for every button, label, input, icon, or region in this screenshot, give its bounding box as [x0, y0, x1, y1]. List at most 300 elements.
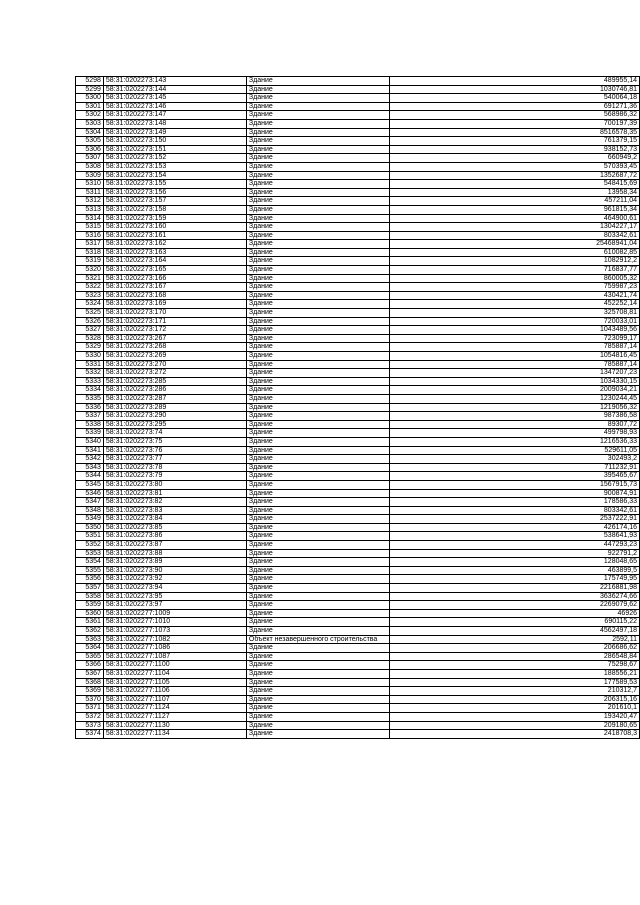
table-row — [76, 652, 640, 661]
row-number: 5316 — [76, 231, 104, 240]
cadastral-number: 58:31:0202273:287 — [103, 394, 246, 403]
cadastral-number: 58:31:0202273:272 — [103, 369, 246, 378]
object-type: Здание — [246, 162, 389, 171]
cadastral-value: 716837,77 — [389, 266, 639, 275]
object-type: Здание — [246, 326, 389, 335]
table-row — [76, 575, 640, 584]
object-type: Здание — [246, 248, 389, 257]
cadastral-value: 1082912,2 — [389, 257, 639, 266]
object-type: Здание — [246, 584, 389, 593]
cadastral-number: 58:31:0202277:1087 — [103, 652, 246, 661]
object-type: Здание — [246, 171, 389, 180]
row-number: 5359 — [76, 601, 104, 610]
row-number: 5360 — [76, 609, 104, 618]
cadastral-number: 58:31:0202277:1134 — [103, 730, 246, 739]
table-row — [76, 592, 640, 601]
cadastral-value: 1216536,33 — [389, 437, 639, 446]
object-type: Здание — [246, 283, 389, 292]
cadastral-value: 803342,61 — [389, 231, 639, 240]
row-number: 5335 — [76, 394, 104, 403]
cadastral-value: 860005,32 — [389, 274, 639, 283]
table-row — [76, 223, 640, 232]
cadastral-value: 548415,69 — [389, 180, 639, 189]
cadastral-number: 58:31:0202273:267 — [103, 334, 246, 343]
cadastral-value: 209180,65 — [389, 721, 639, 730]
row-number: 5310 — [76, 180, 104, 189]
table-row — [76, 515, 640, 524]
table-row — [76, 584, 640, 593]
cadastral-number: 58:31:0202273:81 — [103, 489, 246, 498]
cadastral-number: 58:31:0202273:164 — [103, 257, 246, 266]
row-number: 5300 — [76, 94, 104, 103]
object-type: Здание — [246, 300, 389, 309]
object-type: Здание — [246, 678, 389, 687]
cadastral-value: 1347207,23 — [389, 369, 639, 378]
cadastral-value: 720033,01 — [389, 317, 639, 326]
object-type: Здание — [246, 515, 389, 524]
object-type: Здание — [246, 506, 389, 515]
table-row — [76, 489, 640, 498]
cadastral-value: 711232,91 — [389, 463, 639, 472]
cadastral-number: 58:31:0202273:166 — [103, 274, 246, 283]
cadastral-number: 58:31:0202273:87 — [103, 541, 246, 550]
table-row — [76, 309, 640, 318]
table-row — [76, 85, 640, 94]
object-type: Здание — [246, 231, 389, 240]
row-number: 5336 — [76, 403, 104, 412]
object-type: Здание — [246, 77, 389, 86]
cadastral-number: 58:31:0202273:172 — [103, 326, 246, 335]
cadastral-value: 302493,2 — [389, 455, 639, 464]
table-row — [76, 498, 640, 507]
table-row — [76, 532, 640, 541]
row-number: 5325 — [76, 309, 104, 318]
object-type: Здание — [246, 695, 389, 704]
cadastral-value: 2009034,21 — [389, 386, 639, 395]
cadastral-number: 58:31:0202273:285 — [103, 377, 246, 386]
object-type: Здание — [246, 111, 389, 120]
table-row — [76, 446, 640, 455]
cadastral-value: 188556,21 — [389, 669, 639, 678]
cadastral-value: 1304227,17 — [389, 223, 639, 232]
cadastral-value: 2592,11 — [389, 635, 639, 644]
cadastral-number: 58:31:0202277:1073 — [103, 627, 246, 636]
table-row — [76, 403, 640, 412]
row-number: 5347 — [76, 498, 104, 507]
table-body — [76, 77, 640, 739]
table-row — [76, 154, 640, 163]
table-row — [76, 420, 640, 429]
object-type: Здание — [246, 446, 389, 455]
cadastral-value: 193420,47 — [389, 712, 639, 721]
cadastral-number: 58:31:0202273:75 — [103, 437, 246, 446]
cadastral-value: 723099,17 — [389, 334, 639, 343]
row-number: 5353 — [76, 549, 104, 558]
cadastral-value: 201610,1 — [389, 704, 639, 713]
cadastral-value: 447293,23 — [389, 541, 639, 550]
cadastral-number: 58:31:0202273:147 — [103, 111, 246, 120]
cadastral-value: 1230244,45 — [389, 394, 639, 403]
table-row — [76, 188, 640, 197]
cadastral-value: 2269079,62 — [389, 601, 639, 610]
row-number: 5304 — [76, 128, 104, 137]
object-type: Здание — [246, 188, 389, 197]
table-row — [76, 128, 640, 137]
cadastral-value: 46926 — [389, 609, 639, 618]
object-type: Здание — [246, 730, 389, 739]
row-number: 5315 — [76, 223, 104, 232]
table-row — [76, 704, 640, 713]
object-type: Здание — [246, 609, 389, 618]
table-row — [76, 394, 640, 403]
object-type: Здание — [246, 214, 389, 223]
table-row — [76, 77, 640, 86]
cadastral-value: 2537222,91 — [389, 515, 639, 524]
table-row — [76, 377, 640, 386]
cadastral-value: 325708,81 — [389, 309, 639, 318]
row-number: 5345 — [76, 480, 104, 489]
cadastral-value: 759987,23 — [389, 283, 639, 292]
cadastral-number: 58:31:0202273:145 — [103, 94, 246, 103]
row-number: 5361 — [76, 618, 104, 627]
cadastral-value: 529611,05 — [389, 446, 639, 455]
table-row — [76, 214, 640, 223]
object-type: Здание — [246, 712, 389, 721]
cadastral-value: 1030746,81 — [389, 85, 639, 94]
cadastral-number: 58:31:0202273:169 — [103, 300, 246, 309]
cadastral-number: 58:31:0202273:268 — [103, 343, 246, 352]
cadastral-number: 58:31:0202273:78 — [103, 463, 246, 472]
cadastral-value: 761379,15 — [389, 137, 639, 146]
object-type: Здание — [246, 154, 389, 163]
table-row — [76, 300, 640, 309]
cadastral-value: 2216881,98 — [389, 584, 639, 593]
table-row — [76, 523, 640, 532]
object-type: Здание — [246, 541, 389, 550]
row-number: 5358 — [76, 592, 104, 601]
cadastral-number: 58:31:0202273:86 — [103, 532, 246, 541]
object-type: Здание — [246, 394, 389, 403]
row-number: 5305 — [76, 137, 104, 146]
object-type: Здание — [246, 412, 389, 421]
table-row — [76, 609, 640, 618]
table-row — [76, 687, 640, 696]
cadastral-number: 58:31:0202277:1107 — [103, 695, 246, 704]
cadastral-number: 58:31:0202273:76 — [103, 446, 246, 455]
table-row — [76, 437, 640, 446]
cadastral-number: 58:31:0202273:148 — [103, 119, 246, 128]
cadastral-number: 58:31:0202273:167 — [103, 283, 246, 292]
table-row — [76, 291, 640, 300]
object-type: Здание — [246, 274, 389, 283]
object-type: Здание — [246, 386, 389, 395]
table-row — [76, 231, 640, 240]
cadastral-number: 58:31:0202273:163 — [103, 248, 246, 257]
table-row — [76, 266, 640, 275]
cadastral-number: 58:31:0202273:160 — [103, 223, 246, 232]
object-type: Здание — [246, 437, 389, 446]
object-type: Здание — [246, 85, 389, 94]
cadastral-value: 961815,34 — [389, 205, 639, 214]
row-number: 5321 — [76, 274, 104, 283]
cadastral-number: 58:31:0202273:170 — [103, 309, 246, 318]
row-number: 5363 — [76, 635, 104, 644]
cadastral-value: 700197,39 — [389, 119, 639, 128]
object-type: Здание — [246, 223, 389, 232]
cadastral-value: 452252,14 — [389, 300, 639, 309]
cadastral-number: 58:31:0202273:77 — [103, 455, 246, 464]
row-number: 5341 — [76, 446, 104, 455]
cadastral-number: 58:31:0202273:289 — [103, 403, 246, 412]
object-type: Здание — [246, 618, 389, 627]
row-number: 5370 — [76, 695, 104, 704]
cadastral-value: 206315,16 — [389, 695, 639, 704]
cadastral-number: 58:31:0202273:168 — [103, 291, 246, 300]
cadastral-number: 58:31:0202277:1105 — [103, 678, 246, 687]
table-row — [76, 162, 640, 171]
object-type: Здание — [246, 309, 389, 318]
row-number: 5372 — [76, 712, 104, 721]
object-type: Здание — [246, 549, 389, 558]
row-number: 5328 — [76, 334, 104, 343]
table-row — [76, 730, 640, 739]
cadastral-number: 58:31:0202273:90 — [103, 566, 246, 575]
cadastral-number: 58:31:0202273:95 — [103, 592, 246, 601]
cadastral-value: 691271,36 — [389, 102, 639, 111]
cadastral-value: 570393,45 — [389, 162, 639, 171]
object-type: Здание — [246, 180, 389, 189]
table-row — [76, 205, 640, 214]
table-row — [76, 102, 640, 111]
table-row — [76, 601, 640, 610]
row-number: 5338 — [76, 420, 104, 429]
object-type: Здание — [246, 266, 389, 275]
table-row — [76, 360, 640, 369]
cadastral-number: 58:31:0202273:85 — [103, 523, 246, 532]
row-number: 5306 — [76, 145, 104, 154]
row-number: 5334 — [76, 386, 104, 395]
object-type: Здание — [246, 205, 389, 214]
cadastral-value: 660949,2 — [389, 154, 639, 163]
table-row — [76, 695, 640, 704]
row-number: 5301 — [76, 102, 104, 111]
cadastral-value: 430421,74 — [389, 291, 639, 300]
object-type: Здание — [246, 369, 389, 378]
table-row — [76, 386, 640, 395]
row-number: 5332 — [76, 369, 104, 378]
cadastral-value: 89307,72 — [389, 420, 639, 429]
row-number: 5299 — [76, 85, 104, 94]
cadastral-number: 58:31:0202273:171 — [103, 317, 246, 326]
table-row — [76, 455, 640, 464]
row-number: 5354 — [76, 558, 104, 567]
table-row — [76, 240, 640, 249]
table-row — [76, 506, 640, 515]
row-number: 5322 — [76, 283, 104, 292]
table-row — [76, 171, 640, 180]
table-row — [76, 669, 640, 678]
table-row — [76, 618, 640, 627]
row-number: 5339 — [76, 429, 104, 438]
cadastral-number: 58:31:0202277:1127 — [103, 712, 246, 721]
cadastral-value: 1034330,15 — [389, 377, 639, 386]
row-number: 5357 — [76, 584, 104, 593]
cadastral-number: 58:31:0202273:156 — [103, 188, 246, 197]
cadastral-number: 58:31:0202277:1100 — [103, 661, 246, 670]
table-row — [76, 541, 640, 550]
row-number: 5302 — [76, 111, 104, 120]
cadastral-value: 395465,67 — [389, 472, 639, 481]
object-type: Здание — [246, 566, 389, 575]
table-row — [76, 145, 640, 154]
row-number: 5331 — [76, 360, 104, 369]
row-number: 5367 — [76, 669, 104, 678]
row-number: 5320 — [76, 266, 104, 275]
object-type: Здание — [246, 463, 389, 472]
row-number: 5337 — [76, 412, 104, 421]
row-number: 5369 — [76, 687, 104, 696]
cadastral-number: 58:31:0202273:153 — [103, 162, 246, 171]
cadastral-number: 58:31:0202273:162 — [103, 240, 246, 249]
object-type: Здание — [246, 669, 389, 678]
cadastral-value: 540064,18 — [389, 94, 639, 103]
row-number: 5365 — [76, 652, 104, 661]
cadastral-value: 13958,34 — [389, 188, 639, 197]
object-type: Здание — [246, 128, 389, 137]
table-row — [76, 248, 640, 257]
object-type: Здание — [246, 334, 389, 343]
table-row — [76, 326, 640, 335]
cadastral-number: 58:31:0202277:1130 — [103, 721, 246, 730]
row-number: 5333 — [76, 377, 104, 386]
cadastral-value: 286548,84 — [389, 652, 639, 661]
table-row — [76, 627, 640, 636]
property-table — [75, 76, 640, 739]
object-type: Здание — [246, 661, 389, 670]
row-number: 5349 — [76, 515, 104, 524]
row-number: 5351 — [76, 532, 104, 541]
table-row — [76, 566, 640, 575]
row-number: 5324 — [76, 300, 104, 309]
cadastral-value: 457211,04 — [389, 197, 639, 206]
object-type: Здание — [246, 94, 389, 103]
cadastral-value: 938152,73 — [389, 145, 639, 154]
cadastral-number: 58:31:0202273:74 — [103, 429, 246, 438]
cadastral-value: 1567915,73 — [389, 480, 639, 489]
object-type: Здание — [246, 403, 389, 412]
cadastral-number: 58:31:0202273:83 — [103, 506, 246, 515]
cadastral-value: 900874,91 — [389, 489, 639, 498]
table-row — [76, 197, 640, 206]
cadastral-number: 58:31:0202273:269 — [103, 352, 246, 361]
table-row — [76, 635, 640, 644]
object-type: Здание — [246, 627, 389, 636]
object-type: Здание — [246, 704, 389, 713]
object-type: Здание — [246, 472, 389, 481]
cadastral-number: 58:31:0202277:1104 — [103, 669, 246, 678]
table-row — [76, 274, 640, 283]
row-number: 5319 — [76, 257, 104, 266]
cadastral-number: 58:31:0202273:152 — [103, 154, 246, 163]
table-row — [76, 352, 640, 361]
cadastral-number: 58:31:0202273:161 — [103, 231, 246, 240]
row-number: 5303 — [76, 119, 104, 128]
table-row — [76, 412, 640, 421]
object-type: Здание — [246, 317, 389, 326]
table-row — [76, 429, 640, 438]
object-type: Здание — [246, 360, 389, 369]
row-number: 5368 — [76, 678, 104, 687]
object-type: Здание — [246, 102, 389, 111]
row-number: 5344 — [76, 472, 104, 481]
table-row — [76, 721, 640, 730]
row-number: 5343 — [76, 463, 104, 472]
cadastral-number: 58:31:0202273:151 — [103, 145, 246, 154]
cadastral-value: 25468941,04 — [389, 240, 639, 249]
object-type: Здание — [246, 601, 389, 610]
table-row — [76, 463, 640, 472]
object-type: Здание — [246, 652, 389, 661]
cadastral-number: 58:31:0202273:149 — [103, 128, 246, 137]
table-row — [76, 94, 640, 103]
row-number: 5352 — [76, 541, 104, 550]
cadastral-value: 610082,85 — [389, 248, 639, 257]
row-number: 5329 — [76, 343, 104, 352]
cadastral-value: 178586,33 — [389, 498, 639, 507]
object-type: Здание — [246, 420, 389, 429]
object-type: Здание — [246, 480, 389, 489]
object-type: Объект незавершенного строительства — [246, 635, 389, 644]
object-type: Здание — [246, 240, 389, 249]
cadastral-number: 58:31:0202273:154 — [103, 171, 246, 180]
object-type: Здание — [246, 644, 389, 653]
table-row — [76, 369, 640, 378]
cadastral-number: 58:31:0202277:1086 — [103, 644, 246, 653]
table-row — [76, 472, 640, 481]
object-type: Здание — [246, 257, 389, 266]
object-type: Здание — [246, 352, 389, 361]
cadastral-value: 499798,93 — [389, 429, 639, 438]
object-type: Здание — [246, 575, 389, 584]
row-number: 5340 — [76, 437, 104, 446]
cadastral-value: 177589,53 — [389, 678, 639, 687]
cadastral-number: 58:31:0202277:1010 — [103, 618, 246, 627]
row-number: 5342 — [76, 455, 104, 464]
object-type: Здание — [246, 291, 389, 300]
object-type: Здание — [246, 119, 389, 128]
row-number: 5309 — [76, 171, 104, 180]
cadastral-value: 1043489,56 — [389, 326, 639, 335]
row-number: 5311 — [76, 188, 104, 197]
row-number: 5318 — [76, 248, 104, 257]
cadastral-number: 58:31:0202273:286 — [103, 386, 246, 395]
row-number: 5312 — [76, 197, 104, 206]
cadastral-number: 58:31:0202273:146 — [103, 102, 246, 111]
object-type: Здание — [246, 721, 389, 730]
object-type: Здание — [246, 455, 389, 464]
table-row — [76, 661, 640, 670]
cadastral-number: 58:31:0202273:143 — [103, 77, 246, 86]
table-row — [76, 180, 640, 189]
row-number: 5346 — [76, 489, 104, 498]
object-type: Здание — [246, 377, 389, 386]
cadastral-number: 58:31:0202273:150 — [103, 137, 246, 146]
cadastral-value: 785887,14 — [389, 343, 639, 352]
cadastral-value: 489955,14 — [389, 77, 639, 86]
table-row — [76, 343, 640, 352]
cadastral-number: 58:31:0202273:89 — [103, 558, 246, 567]
row-number: 5373 — [76, 721, 104, 730]
